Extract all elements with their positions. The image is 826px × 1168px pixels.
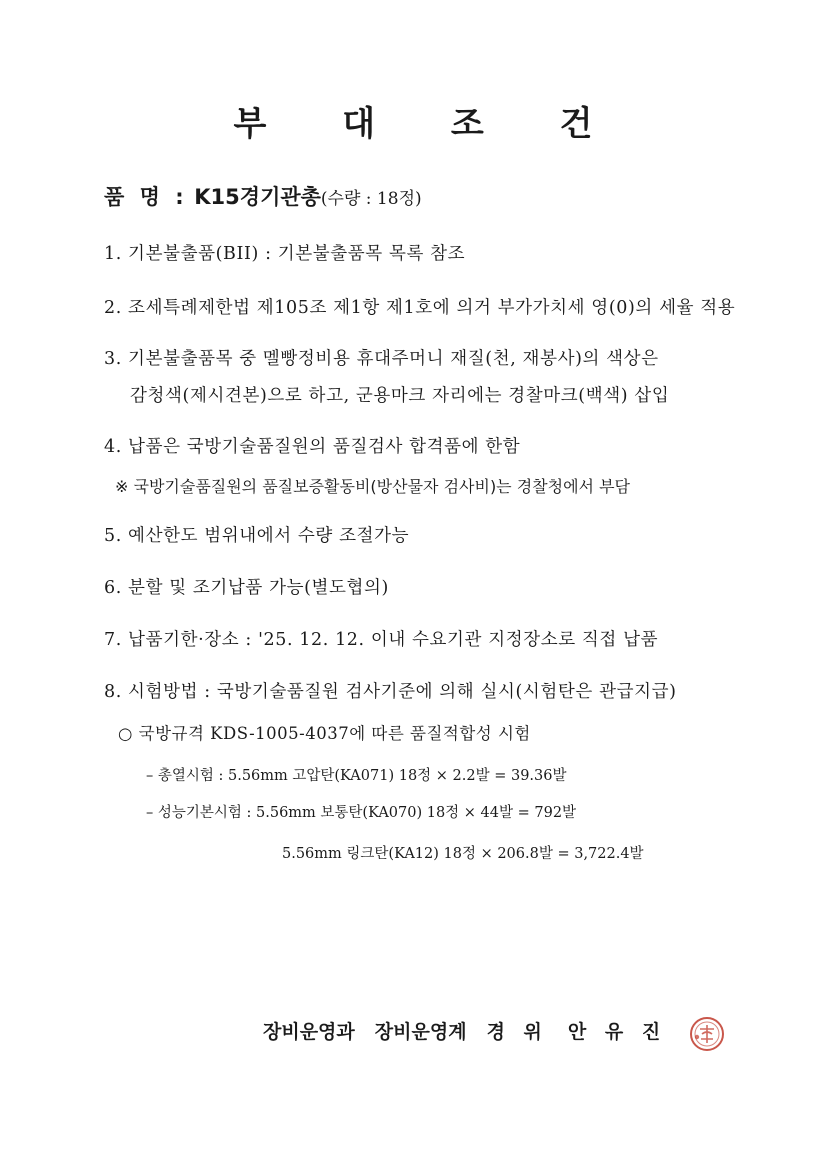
- page-title: 부 대 조 건: [233, 104, 625, 144]
- condition-item-2: 2. 조세특례제한법 제105조 제1항 제1호에 의거 부가가치세 영(0)의 세율 적용: [104, 298, 736, 318]
- condition-item-6: 6. 분할 및 조기납품 가능(별도협의): [104, 578, 389, 598]
- signature-line: [263, 1017, 666, 1044]
- condition-item-4-note: ※ 국방기술품질원의 품질보증활동비(방산물자 검사비)는 경찰청에서 부담: [115, 477, 631, 496]
- signature-team: 장비운영계: [374, 1021, 467, 1043]
- test-standard: ○ 국방규격 KDS-1005-4037에 따른 품질적합성 시험: [118, 724, 531, 743]
- barrel-test: – 총열시험 : 5.56mm 고압탄(KA071) 18정 × 2.2발 = 39.36발: [146, 768, 567, 784]
- seal-stamp-icon: [688, 1015, 726, 1053]
- performance-test-cont: 5.56mm 링크탄(KA12) 18정 × 206.8발 = 3,722.4발: [282, 846, 644, 862]
- product-name-line: [104, 181, 422, 211]
- signature-rank: 경 위: [486, 1021, 548, 1043]
- condition-item-8: 8. 시험방법 : 국방기술품질원 검사기준에 의해 실시(시험탄은 관급지급): [104, 682, 677, 702]
- condition-item-3: 3. 기본불출품목 중 멜빵정비용 휴대주머니 재질(천, 재봉사)의 색상은: [104, 349, 659, 369]
- product-name: K15경기관총: [194, 185, 321, 209]
- condition-item-7: 7. 납품기한·장소 : '25. 12. 12. 이내 수요기관 지정장소로 직접 납품: [104, 630, 659, 650]
- product-quantity: (수량 : 18정): [320, 189, 422, 209]
- condition-item-1: 1. 기본불출품(BII) : 기본불출품목 목록 참조: [104, 244, 466, 264]
- condition-item-5: 5. 예산한도 범위내에서 수량 조절가능: [104, 526, 410, 546]
- condition-item-3-cont: 감청색(제시견본)으로 하고, 군용마크 자리에는 경찰마크(백색) 삽입: [130, 386, 670, 406]
- signature-dept: 장비운영과: [263, 1021, 355, 1043]
- condition-item-4: 4. 납품은 국방기술품질원의 품질검사 합격품에 한함: [104, 437, 521, 457]
- product-label: 품 명 :: [104, 185, 188, 209]
- performance-test: – 성능기본시험 : 5.56mm 보통탄(KA070) 18정 × 44발 = 792발: [146, 805, 577, 821]
- signature-name: 안 유 진: [567, 1021, 667, 1043]
